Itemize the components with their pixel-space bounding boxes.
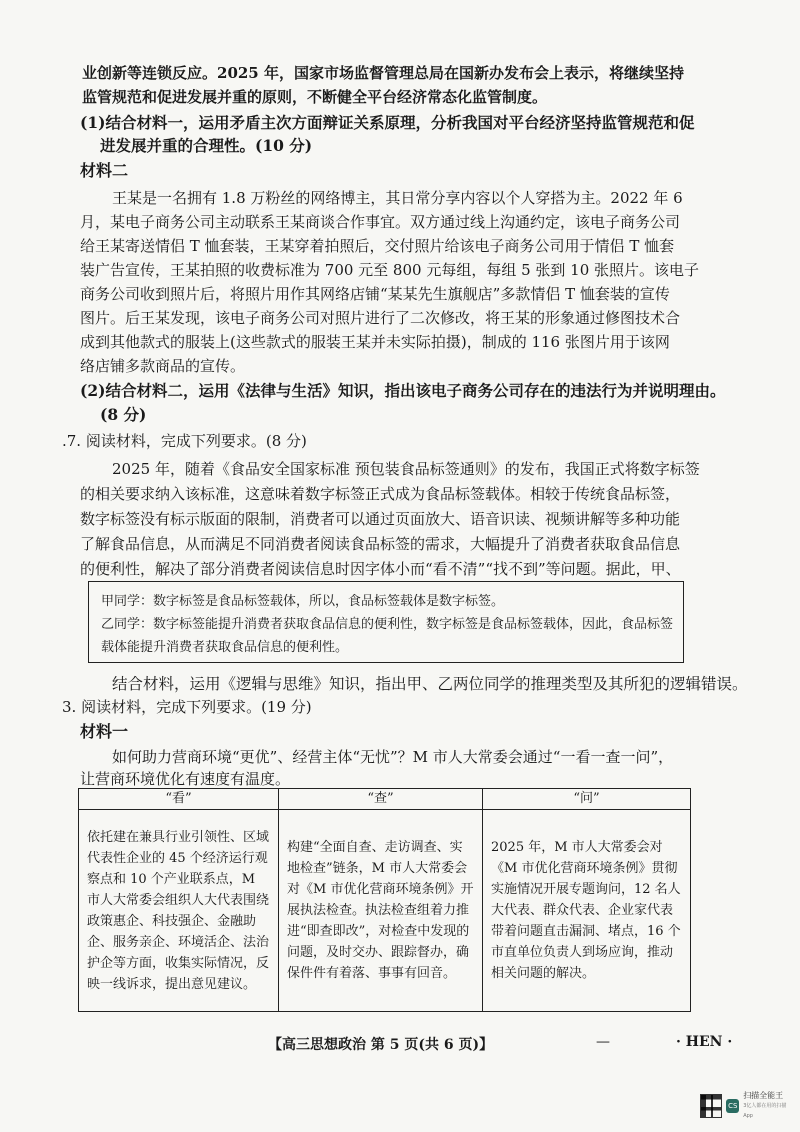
scanner-watermark [700, 1088, 792, 1124]
footer-code: · HEN · [676, 1034, 733, 1050]
text-line: 王某是一名拥有 1.8 万粉丝的网络博主，其日常分享内容以个人穿搭为主。2022 年 6 [112, 189, 683, 207]
text-line: 的便利性，解决了部分消费者阅读信息时因字体小而“看不清”“找不到”等问题。据此，甲、 [80, 560, 681, 578]
text-line: 监管规范和促进发展并重的原则，不断健全平台经济常态化监管制度。 [82, 88, 548, 106]
question-2: (2)结合材料二，运用《法律与生活》知识，指出该电子商务公司存在的违法行为并说明理由。 [80, 381, 726, 400]
scanner-subtitle: 3亿人都在用的扫描App [743, 1103, 787, 1119]
table-header: “查” [279, 789, 483, 810]
question-1-cont: 进发展并重的合理性。(10 分) [100, 136, 313, 155]
text-line: 装广告宣传，王某拍照的收费标准为 700 元至 800 元每组，每组 5 张到 10 张照片。该电子 [80, 261, 700, 279]
question-2-cont: (8 分) [100, 405, 147, 424]
table-cell-ask: 2025 年，M 市人大常委会对《M 市优化营商环境条例》贯彻实施情况开展专题询问，12 名人大代表、群众代表、企业家代表带着问题直击漏洞、堵点，16 个市直单位负责人到场应询，推动相关问题的解决。 [483, 810, 691, 1012]
student-yi-reasoning: 乙同学：数字标签能提升消费者获取食品信息的便利性，数字标签是食品标签载体，因此，食品标签 [101, 617, 674, 632]
footer-dash: — [596, 1034, 610, 1050]
text-line: 如何助力营商环境“更优”、经营主体“无忧”？M 市人大常委会通过“一看一查一问”， [112, 748, 674, 766]
text-line: 成到其他款式的服装上(这些款式的服装王某并未实际拍摄)，制成的 116 张图片用于该网 [80, 333, 670, 351]
text-line: 络店铺多款商品的宣传。 [80, 357, 246, 375]
question-17-task: 结合材料，运用《逻辑与思维》知识，指出甲、乙两位同学的推理类型及其所犯的逻辑错误。 [112, 675, 748, 693]
question-18: 3. 阅读材料，完成下列要求。(19 分) [62, 698, 312, 716]
student-jia-reasoning: 甲同学：数字标签是食品标签载体，所以，食品标签载体是数字标签。 [101, 594, 505, 609]
qr-code-icon [700, 1094, 722, 1118]
table-cell-look: 依托建在兼具行业引领性、区域代表性企业的 45 个经济运行观察点和 10 个产业联系点，M 市人大常委会组织人大代表围绕政策惠企、科技强企、金融助企、服务亲企、环境活企、法治护企等方面，收集实际情况，反映一线诉求，提出意见建议。 [79, 810, 279, 1012]
text-line: 商务公司收到照片后，将照片用作其网络店铺“某某先生旗舰店”多款情侣 T 恤套装的宣传 [80, 285, 670, 303]
material-1-heading: 材料一 [80, 722, 129, 741]
question-17: .7. 阅读材料，完成下列要求。(8 分) [62, 432, 307, 450]
text-line: 数字标签没有标示版面的限制，消费者可以通过页面放大、语音识读、视频讲解等多种功能 [80, 510, 681, 528]
material-table [78, 788, 691, 1012]
page-footer: 【高三思想政治 第 5 页(共 6 页)】 [268, 1037, 494, 1053]
text-line: 月，某电子商务公司主动联系王某商谈合作事宜。双方通过线上沟通约定，该电子商务公司 [80, 213, 681, 231]
text-line: 业创新等连锁反应。2025 年，国家市场监督管理总局在国新办发布会上表示，将继续坚持 [82, 64, 684, 82]
text-line: 2025 年，随着《食品安全国家标准 预包装食品标签通则》的发布，我国正式将数字标签 [112, 460, 700, 478]
question-1: (1)结合材料一，运用矛盾主次方面辩证关系原理，分析我国对平台经济坚持监管规范和促 [80, 113, 695, 132]
table-cell-check: 构建“全面自查、走访调查、实地检查”链条，M 市人大常委会对《M 市优化营商环境条例》开展执法检查。执法检查组着力推进“即查即改”，对检查中发现的问题，及时交办、跟踪督办，确保件件有着落、事事有回音。 [279, 810, 483, 1012]
text-line: 给王某寄送情侣 T 恤套装，王某穿着拍照后，交付照片给该电子商务公司用于情侣 T 恤套 [80, 237, 675, 255]
student-yi-reasoning-cont: 载体能提升消费者获取食品信息的便利性。 [101, 640, 349, 655]
text-line: 图片。后王某发现，该电子商务公司对照片进行了二次修改，将王某的形象通过修图技术合 [80, 309, 681, 327]
reasoning-box [88, 581, 684, 663]
text-line: 了解食品信息，从而满足不同消费者阅读食品标签的需求，大幅提升了消费者获取食品信息 [80, 535, 681, 553]
material-2-heading: 材料二 [80, 161, 129, 180]
scanner-title: 扫描全能王 [743, 1091, 784, 1100]
scanner-text [743, 1091, 792, 1121]
table-header: “问” [483, 789, 691, 810]
text-line: 让营商环境优化有速度有温度。 [80, 770, 291, 788]
camscanner-logo-icon: CS [726, 1099, 739, 1113]
table-header: “看” [79, 789, 279, 810]
text-line: 的相关要求纳入该标准，这意味着数字标签正式成为食品标签载体。相较于传统食品标签， [80, 485, 681, 503]
